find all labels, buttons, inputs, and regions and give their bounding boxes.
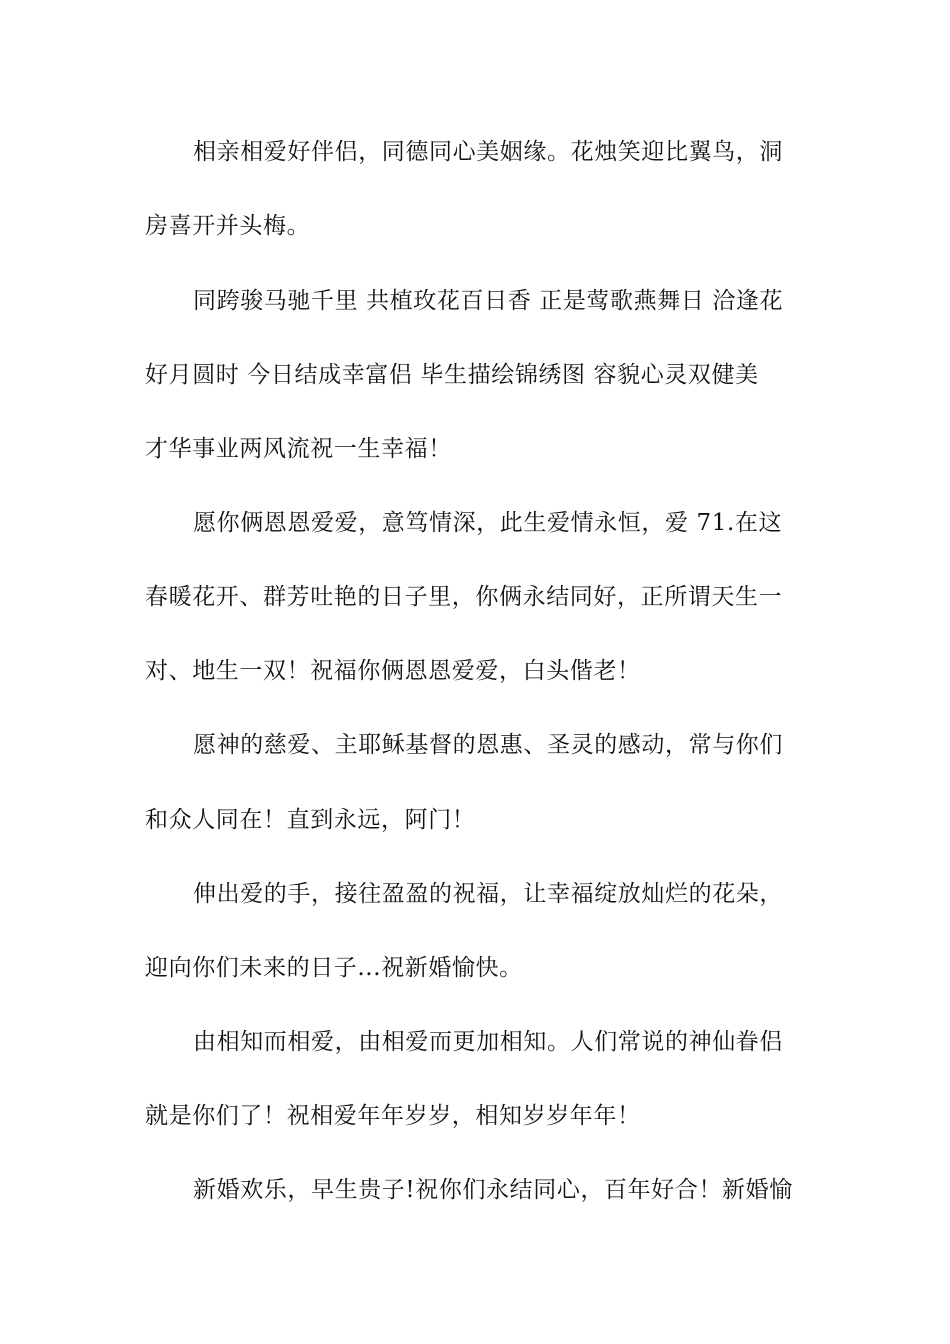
paragraph-3-line-2: 春暖花开、群芳吐艳的日子里，你俩永结同好，正所谓天生一 (145, 584, 783, 610)
paragraph-4-line-2: 和众人同在！直到永远，阿门！ (145, 807, 476, 833)
paragraph-3-line-3: 对、地生一双！祝福你俩恩恩爱爱，白头偕老！ (145, 658, 641, 684)
paragraph-2-line-3: 才华事业两风流祝一生幸福！ (145, 436, 452, 462)
paragraph-5-line-2: 迎向你们未来的日子...祝新婚愉快。 (145, 955, 523, 981)
paragraph-6-line-2: 就是你们了！祝相爱年年岁岁，相知岁岁年年！ (145, 1103, 641, 1129)
paragraph-1-line-1: 相亲相爱好伴侣，同德同心美姻缘。花烛笑迎比翼鸟，洞 (193, 139, 783, 165)
paragraph-5-line-1: 伸出爱的手，接往盈盈的祝福，让幸福绽放灿烂的花朵， (193, 881, 783, 907)
paragraph-2-line-2: 好月圆时 今日结成幸富侣 毕生描绘锦绣图 容貌心灵双健美 (145, 362, 759, 388)
paragraph-1-line-2: 房喜开并头梅。 (145, 213, 311, 239)
paragraph-7-line-1: 新婚欢乐，早生贵子!祝你们永结同心，百年好合！新婚愉 (193, 1177, 793, 1203)
paragraph-4-line-1: 愿神的慈爱、主耶稣基督的恩惠、圣灵的感动，常与你们 (193, 732, 783, 758)
paragraph-6-line-1: 由相知而相爱，由相爱而更加相知。人们常说的神仙眷侣 (193, 1029, 783, 1055)
paragraph-3-line-1: 愿你俩恩恩爱爱，意笃情深，此生爱情永恒，爱 71.在这 (193, 510, 783, 536)
paragraph-2-line-1: 同跨骏马驰千里 共植玫花百日香 正是莺歌燕舞日 洽逢花 (193, 288, 784, 314)
